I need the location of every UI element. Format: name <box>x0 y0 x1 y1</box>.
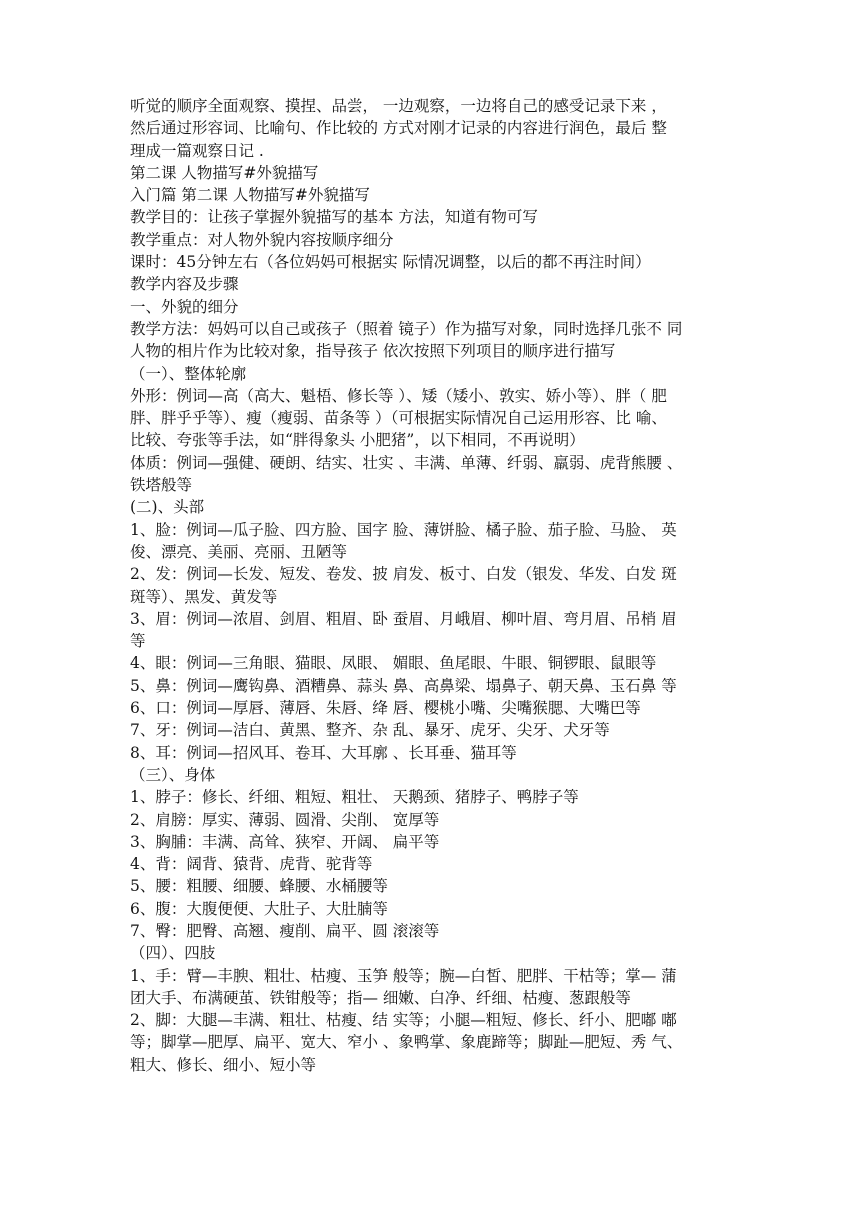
text-line: 铁塔般等 <box>130 476 193 495</box>
text-line: 入门篇 第二课 人物描写#外貌描写 <box>130 186 370 205</box>
text-line: 等 <box>130 632 146 651</box>
text-line: 3、眉：例词—浓眉、剑眉、粗眉、卧 蚕眉、月峨眉、柳叶眉、弯月眉、吊梢 眉 <box>130 609 677 628</box>
text-line: 2、肩膀：厚实、薄弱、圆滑、尖削、 宽厚等 <box>130 810 440 829</box>
text-line: 6、腹：大腹便便、大肚子、大肚腩等 <box>130 899 388 918</box>
text-line: 听觉的顺序全面观察、摸捏、品尝， 一边观察，一边将自己的感受记录下来 ， <box>130 97 667 115</box>
text-line: 外形：例词—高（高大、魁梧、修长等 ）、矮（矮小、敦实、娇小等）、胖（ 肥 <box>130 386 667 405</box>
text-line: 人物的相片作为比较对象，指导孩子 依次按照下列项目的顺序进行描写 <box>130 342 616 361</box>
text-line: 第二课 人物描写#外貌描写 <box>130 163 319 182</box>
text-line: 2、发：例词—长发、短发、卷发、披 肩发、板寸、白发（银发、华发、白发 斑 <box>130 565 677 584</box>
text-line: 1、脸：例词—瓜子脸、四方脸、国字 脸、薄饼脸、橘子脸、茄子脸、马脸、 英 <box>130 520 677 539</box>
text-line: 教学方法：妈妈可以自己或孩子（照着 镜子）作为描写对象，同时选择几张不 同 <box>130 319 683 338</box>
text-line: 5、鼻：例词—鹰钩鼻、酒糟鼻、蒜头 鼻、高鼻梁、塌鼻子、朝天鼻、玉石鼻 等 <box>130 676 677 695</box>
text-line: 理成一篇观察日记 . <box>130 141 264 160</box>
text-line: 课时：45分钟左右（各位妈妈可根据实 际情况调整，以后的都不再注时间） <box>130 253 651 272</box>
text-line: 比较、夸张等手法，如“胖得象头 小肥猪”，以下相同，不再说明） <box>130 431 585 450</box>
text-line: 体质：例词—强健、硬朗、结实、壮实 、丰满、单薄、纤弱、羸弱、虎背熊腰 、 <box>130 453 683 472</box>
text-line: 粗大、修长、细小、短小等 <box>130 1055 317 1074</box>
text-line: 6、口：例词—厚唇、薄唇、朱唇、绛 唇、樱桃小嘴、尖嘴猴腮、大嘴巴等 <box>130 699 641 718</box>
text-line: （三）、身体 <box>130 765 216 784</box>
text-line: 8、耳：例词—招风耳、卷耳、大耳廓 、长耳垂、猫耳等 <box>130 743 517 762</box>
text-line: 4、眼：例词—三角眼、猫眼、凤眼、 媚眼、鱼尾眼、牛眼、铜锣眼、鼠眼等 <box>130 654 657 673</box>
text-line: 5、腰：粗腰、细腰、蜂腰、水桶腰等 <box>130 877 388 896</box>
text-line: 教学重点：对人物外貌内容按顺序细分 <box>130 230 394 249</box>
text-line: 团大手、布满硬茧、铁钳般等；指— 细嫩、白净、纤细、枯瘦、葱跟般等 <box>130 988 631 1007</box>
text-line: 教学目的：让孩子掌握外貌描写的基本 方法，知道有物可写 <box>130 208 538 227</box>
text-line: 教学内容及步骤 <box>130 275 239 294</box>
document-body <box>130 95 730 1076</box>
text-line: 4、背：阔背、猿背、虎背、驼背等 <box>130 855 373 874</box>
text-line: 等；脚掌—肥厚、扁平、宽大、窄小 、象鸭掌、象鹿蹄等；脚趾—肥短、秀 气、 <box>130 1033 683 1052</box>
text-line: 3、胸脯：丰满、高耸、狭窄、开阔、 扁平等 <box>130 832 440 851</box>
text-line: 2、脚：大腿—丰满、粗壮、枯瘦、结 实等；小腿—粗短、修长、纤小、肥嘟 嘟 <box>130 1011 677 1030</box>
text-line: （四）、四肢 <box>130 944 216 963</box>
text-line: 1、脖子：修长、纤细、粗短、粗壮、 天鹅颈、猪脖子、鸭脖子等 <box>130 788 579 807</box>
text-line: 一、外貌的细分 <box>130 297 239 316</box>
text-line: (二)、头部 <box>130 498 205 517</box>
text-line: 1、手：臂—丰腴、粗壮、枯瘦、玉笋 般等；腕—白皙、肥胖、干枯等；掌— 蒲 <box>130 966 677 985</box>
text-line: 斑等）、黑发、黄发等 <box>130 587 278 606</box>
text-line: 俊、漂亮、美丽、亮丽、丑陋等 <box>130 542 348 561</box>
text-line: 然后通过形容词、比喻句、作比较的 方式对刚才记录的内容进行润色，最后 整 <box>130 119 667 138</box>
text-line: 7、臀：肥臀、高翘、瘦削、扁平、圆 滚滚等 <box>130 921 440 940</box>
text-line: （一）、整体轮廓 <box>130 364 247 383</box>
text-line: 胖、胖乎乎等）、瘦（瘦弱、苗条等 ）（可根据实际情况自己运用形容、比 喻、 <box>130 409 667 428</box>
text-line: 7、牙：例词—洁白、黄黑、整齐、杂 乱、暴牙、虎牙、尖牙、犬牙等 <box>130 721 610 740</box>
